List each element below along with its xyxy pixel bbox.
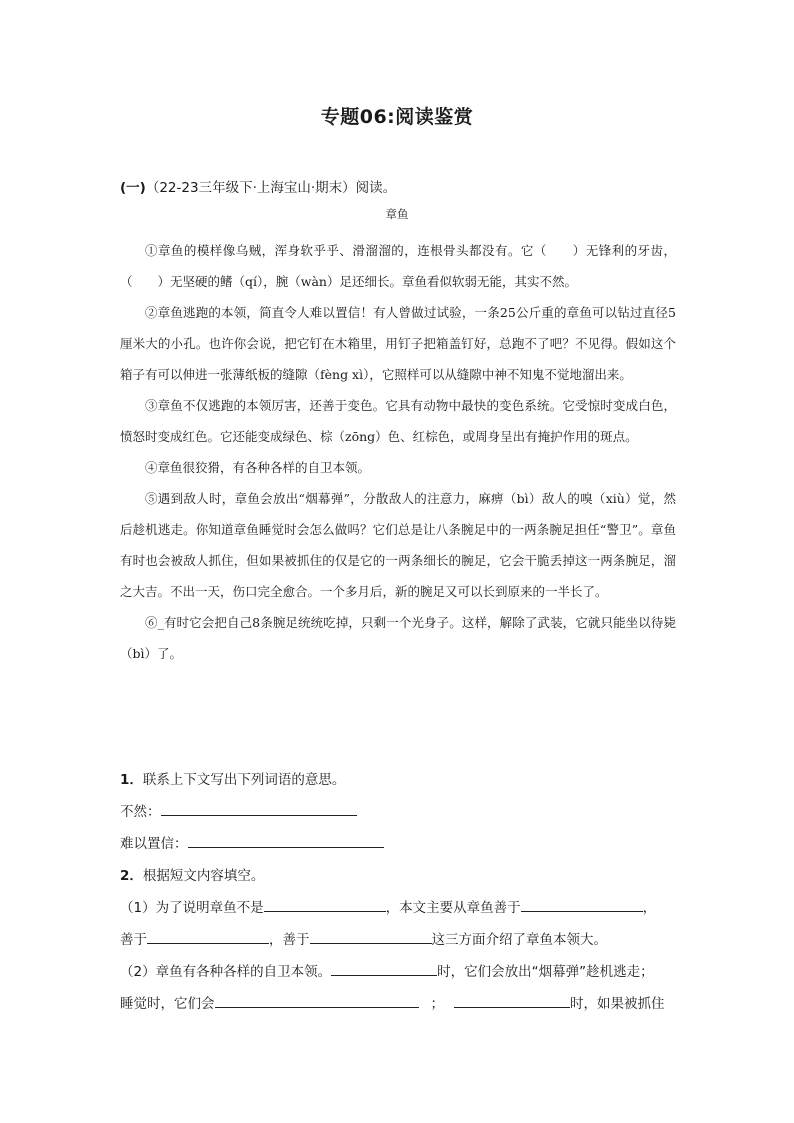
question-1 bbox=[120, 768, 345, 788]
passage-body bbox=[120, 235, 676, 669]
answer-blank[interactable] bbox=[161, 801, 357, 816]
paragraph: ②章鱼逃跑的本领，简直令人难以置信！有人曾做过试验，一条25公斤重的章鱼可以钻过直径5厘米大的小孔。也许你会说，把它钉在木箱里，用钉子把箱盖钉好，总跑不了吧？不见得。假如这个箱子有可以伸进一张薄纸板的缝隙（fèng xì），它照样可以从缝隙中神不知鬼不觉地溜出来。 bbox=[120, 305, 676, 382]
question-text: 联系上下文写出下列词语的意思。 bbox=[142, 772, 346, 788]
fill-text: 善于 bbox=[120, 932, 147, 948]
question-2-2-cont bbox=[120, 992, 665, 1012]
section-heading bbox=[120, 176, 396, 196]
section-number: (一) bbox=[120, 180, 146, 196]
term-label: 难以置信： bbox=[120, 836, 188, 852]
fill-text: ，本文主要从章鱼善于 bbox=[385, 900, 521, 916]
fill-text: （1）为了说明章鱼不是 bbox=[120, 900, 264, 916]
page-title: 专题06:阅读鉴赏 bbox=[320, 106, 474, 128]
fill-text: （2）章鱼有各种各样的自卫本领。 bbox=[120, 964, 332, 980]
answer-blank[interactable] bbox=[215, 993, 419, 1008]
passage-title: 章鱼 bbox=[385, 207, 409, 221]
section-source: （22-23三年级下·上海宝山·期末）阅读。 bbox=[145, 180, 397, 196]
answer-blank[interactable] bbox=[264, 897, 386, 912]
question-2-1-cont bbox=[120, 928, 607, 948]
question-text: 根据短文内容填空。 bbox=[142, 868, 265, 884]
fill-text: ，善于 bbox=[269, 932, 310, 948]
paragraph: ⑤遇到敌人时，章鱼会放出“烟幕弹”，分散敌人的注意力，麻痹（bì）敌人的嗅（xiù）觉，然后趁机逃走。你知道章鱼睡觉时会怎么做吗？它们总是让八条腕足中的一两条腕足担任“警卫”。章鱼有时也会被敌人抓住，但如果被抓住的仅是它的一两条细长的腕足，它会干脆丢掉这一两条腕足，溜之大吉。不出一天，伤口完全愈合。一个多月后，新的腕足又可以长到原来的一半长了。 bbox=[120, 491, 676, 599]
answer-blank[interactable] bbox=[188, 833, 384, 848]
paragraph: ⑥_有时它会把自己8条腕足统统吃掉，只剩一个光身子。这样，解除了武装，它就只能坐以待毙（bì）了。 bbox=[120, 615, 676, 661]
question-2-1 bbox=[120, 896, 656, 916]
fill-text: ， bbox=[642, 900, 657, 916]
answer-blank[interactable] bbox=[331, 961, 437, 976]
question-number: 1． bbox=[120, 772, 143, 788]
question-number: 2． bbox=[120, 868, 143, 884]
question-1b bbox=[120, 832, 384, 852]
fill-text: ； bbox=[430, 996, 444, 1012]
paragraph: ③章鱼不仅逃跑的本领厉害，还善于变色。它具有动物中最快的变色系统。它受惊时变成白色，愤怒时变成红色。它还能变成绿色、棕（zōng）色、红棕色，或周身呈出有掩护作用的斑点。 bbox=[120, 398, 676, 444]
paragraph: ④章鱼很狡猾，有各种各样的自卫本领。 bbox=[145, 460, 371, 475]
question-2-2 bbox=[120, 960, 654, 980]
paragraph: ①章鱼的模样像乌贼，浑身软乎乎、滑溜溜的，连根骨头都没有。它（ ）无锋利的牙齿，（ ）无坚硬的鳍（qí），腕（wàn）足还细长。章鱼看似软弱无能，其实不然。 bbox=[120, 243, 676, 289]
fill-text: 时，它们会放出“烟幕弹”趁机逃走； bbox=[437, 964, 654, 980]
question-2 bbox=[120, 864, 264, 884]
fill-text: 这三方面介绍了章鱼本领大。 bbox=[431, 932, 607, 948]
answer-blank[interactable] bbox=[454, 993, 570, 1008]
fill-text: 时，如果被抓住 bbox=[570, 996, 665, 1012]
answer-blank[interactable] bbox=[147, 929, 269, 944]
answer-blank[interactable] bbox=[521, 897, 643, 912]
question-1a bbox=[120, 800, 357, 820]
term-label: 不然： bbox=[120, 804, 161, 820]
fill-text: 睡觉时，它们会 bbox=[120, 996, 215, 1012]
answer-blank[interactable] bbox=[310, 929, 432, 944]
